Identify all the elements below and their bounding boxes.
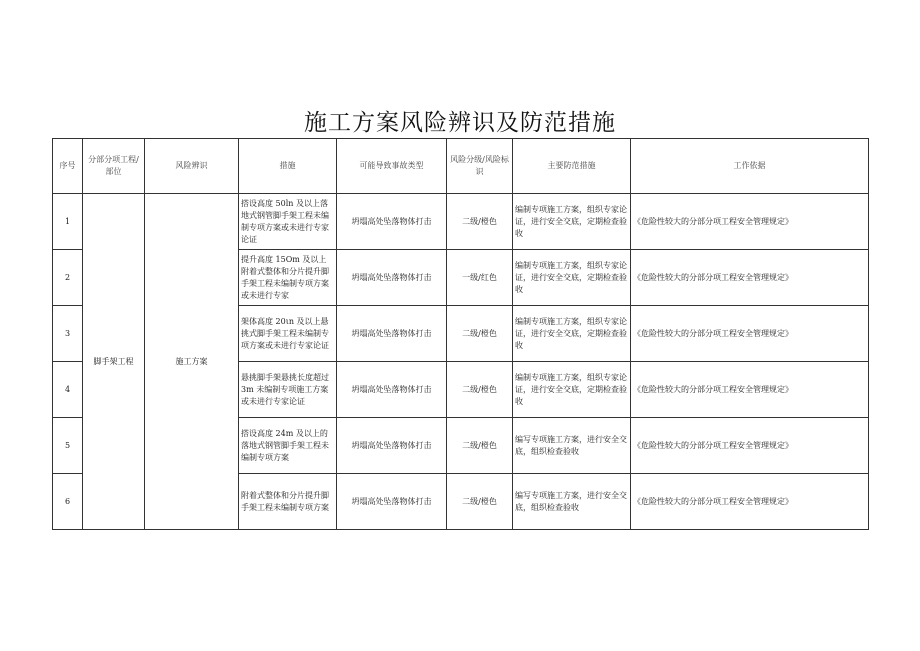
- row-no: 4: [53, 362, 83, 418]
- accident-cell: 坍塌高处坠落物体打击: [337, 418, 447, 474]
- level-cell: 二级/橙色: [447, 474, 513, 530]
- level-cell: 二级/橙色: [447, 362, 513, 418]
- project-cell: 脚手架工程: [83, 194, 145, 530]
- basis-cell: 《危险性较大的分部分项工程安全管理规定》: [631, 474, 869, 530]
- measure-cell: 搭设高度 24m 及以上的落地式钢管脚手架工程未编制专项方案: [239, 418, 337, 474]
- risk-cell: 施工方案: [145, 194, 239, 530]
- level-cell: 一级/红色: [447, 250, 513, 306]
- accident-cell: 坍塌高处坠落物体打击: [337, 250, 447, 306]
- header-row: [53, 139, 869, 194]
- accident-cell: 坍塌高处坠落物体打击: [337, 306, 447, 362]
- basis-cell: 《危险性较大的分部分项工程安全管理规定》: [631, 306, 869, 362]
- level-cell: 二级/橙色: [447, 306, 513, 362]
- prevention-cell: 编制专项施工方案，组织专家论证，进行安全交底，定期检查验收: [513, 362, 631, 418]
- header-no: 序号: [53, 139, 83, 194]
- header-risk: 风险辨识: [145, 139, 239, 194]
- header-level: 风险分级/风险标识: [447, 139, 513, 194]
- risk-table: [52, 138, 869, 530]
- measure-cell: 附着式整体和分片提升脚手架工程未编制专项方案: [239, 474, 337, 530]
- row-no: 6: [53, 474, 83, 530]
- basis-cell: 《危险性较大的分部分项工程安全管理规定》: [631, 418, 869, 474]
- header-project: 分部分项工程/部位: [83, 139, 145, 194]
- row-no: 5: [53, 418, 83, 474]
- accident-cell: 坍塌高处坠落物体打击: [337, 194, 447, 250]
- measure-cell: 搭设高度 50ln 及以上落地式钢管脚手架工程未编制专项方案或未进行专家论证: [239, 194, 337, 250]
- header-accident: 可能导致事故类型: [337, 139, 447, 194]
- row-no: 2: [53, 250, 83, 306]
- prevention-cell: 编写专项施工方案，进行安全交底，组织检查验收: [513, 474, 631, 530]
- basis-cell: 《危险性较大的分部分项工程安全管理规定》: [631, 250, 869, 306]
- level-cell: 二级/橙色: [447, 194, 513, 250]
- prevention-cell: 编制专项施工方案，组织专家论证，进行安全交底，定期检查验收: [513, 250, 631, 306]
- row-no: 3: [53, 306, 83, 362]
- row-no: 1: [53, 194, 83, 250]
- prevention-cell: 编写专项施工方案，进行安全交底，组织检查验收: [513, 418, 631, 474]
- prevention-cell: 编制专项施工方案，组织专家论证，进行安全交底，定期检查验收: [513, 306, 631, 362]
- accident-cell: 坍塌高处坠落物体打击: [337, 362, 447, 418]
- prevention-cell: 编制专项施工方案，组织专家论证，进行安全交底，定期检查验收: [513, 194, 631, 250]
- accident-cell: 坍塌高处坠落物体打击: [337, 474, 447, 530]
- header-basis: 工作依据: [631, 139, 869, 194]
- basis-cell: 《危险性较大的分部分项工程安全管理规定》: [631, 362, 869, 418]
- header-prevention: 主要防范措施: [513, 139, 631, 194]
- table-row: [53, 194, 869, 250]
- measure-cell: 悬挑脚手架悬挑长度超过 3m 未编制专项施工方案或未进行专家论证: [239, 362, 337, 418]
- page-title: 施工方案风险辨识及防范措施: [304, 110, 616, 136]
- level-cell: 二级/橙色: [447, 418, 513, 474]
- measure-cell: 提升高度 15Om 及以上附着式整体和分片提升脚手架工程未编制专项方案或未进行专家: [239, 250, 337, 306]
- measure-cell: 架体高度 20ιn 及以上悬挑式脚手架工程未编制专项方案或未进行专家论证: [239, 306, 337, 362]
- basis-cell: 《危险性较大的分部分项工程安全管理规定》: [631, 194, 869, 250]
- header-measure: 措施: [239, 139, 337, 194]
